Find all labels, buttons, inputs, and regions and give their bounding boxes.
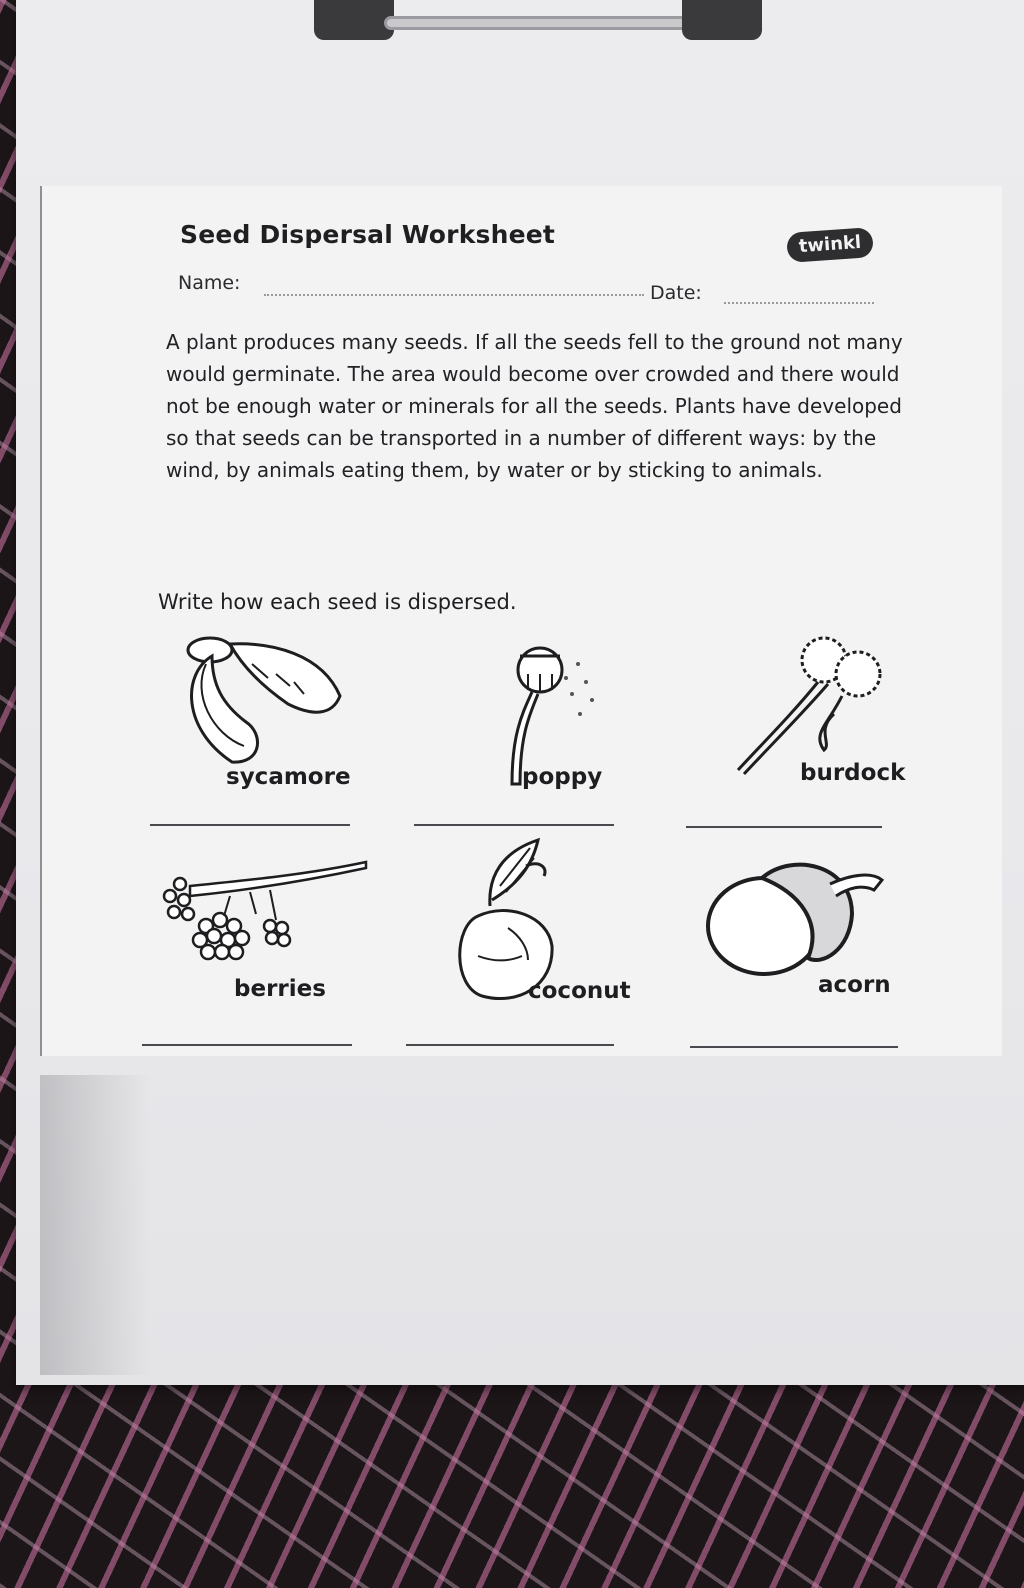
- acorn-seed: [702, 854, 942, 1054]
- answer-line-berries[interactable]: [142, 1044, 352, 1046]
- acorn-icon: [702, 854, 892, 984]
- poppy-seed: [482, 634, 722, 834]
- berries-icon: [160, 856, 380, 986]
- worksheet-paper: [40, 186, 1002, 1056]
- clipboard-clip: [314, 0, 762, 42]
- twinkl-logo: twinkl: [786, 227, 874, 263]
- answer-line-burdock[interactable]: [686, 826, 882, 828]
- worksheet-title: Seed Dispersal Worksheet: [180, 220, 556, 249]
- hand-shadow: [40, 1075, 150, 1375]
- clipboard: [16, 0, 1024, 1385]
- sycamore-seed-icon: [172, 634, 352, 774]
- date-field[interactable]: [724, 302, 874, 304]
- sycamore-seed: [172, 634, 412, 834]
- instruction-text: Write how each seed is dispersed.: [158, 590, 517, 614]
- seed-label-acorn: acorn: [818, 972, 891, 998]
- date-label: Date:: [650, 282, 702, 304]
- coconut-seed: [448, 836, 688, 1036]
- intro-paragraph: A plant produces many seeds. If all the seeds fell to the ground not many would germinate. The area would become over crowded and there would not be enough water or minerals for all the seeds. Plants have developed so that seeds can be transported in a number of different ways: by the wind, by animals eating them, by water or by sticking to animals.: [166, 330, 903, 482]
- seed-label-sycamore: sycamore: [226, 764, 351, 790]
- burdock-seed: [732, 634, 972, 834]
- seed-label-poppy: poppy: [522, 764, 603, 790]
- answer-line-poppy[interactable]: [414, 824, 614, 826]
- answer-line-sycamore[interactable]: [150, 824, 350, 826]
- seed-label-burdock: burdock: [800, 760, 906, 786]
- name-field[interactable]: [264, 294, 644, 296]
- seed-label-berries: berries: [234, 976, 326, 1002]
- answer-line-coconut[interactable]: [406, 1044, 614, 1046]
- seed-label-coconut: coconut: [528, 978, 631, 1004]
- answer-line-acorn[interactable]: [690, 1046, 898, 1048]
- name-label: Name:: [178, 272, 241, 294]
- berries-seed: [160, 856, 400, 1056]
